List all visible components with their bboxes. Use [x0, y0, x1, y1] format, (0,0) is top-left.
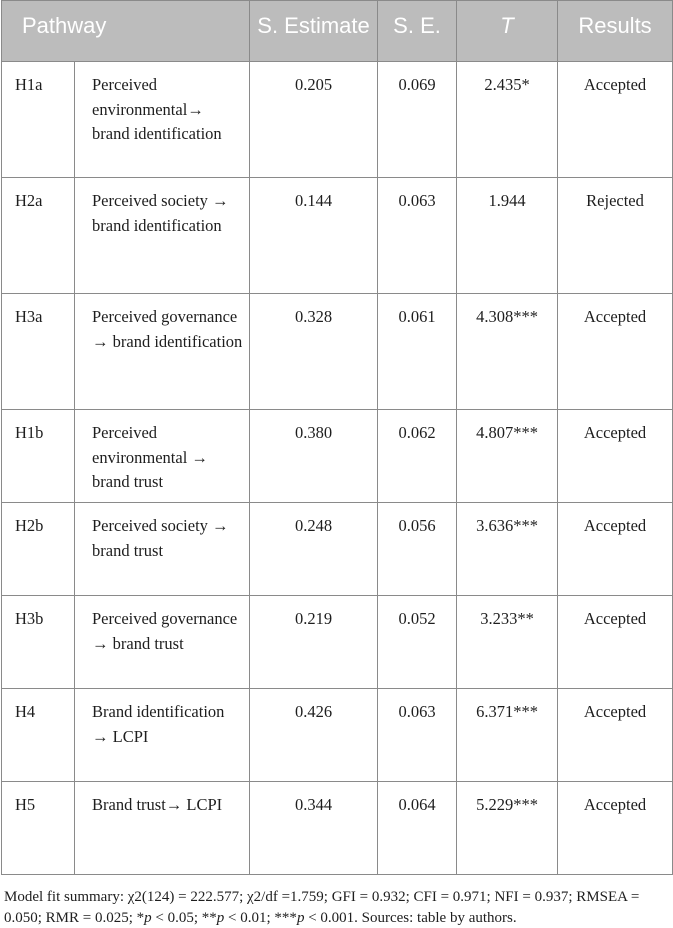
results-table: [1, 0, 673, 875]
row-t: 4.807***: [457, 410, 558, 503]
row-se: 0.062: [378, 410, 457, 503]
row-se: 0.063: [378, 178, 457, 294]
table-row: [2, 178, 673, 294]
footnote-p: p: [296, 909, 305, 926]
header-results: Results: [558, 1, 673, 62]
row-pathway: Perceived governance → brand identification: [75, 294, 250, 410]
row-t: 3.233**: [457, 596, 558, 689]
row-t: 3.636***: [457, 503, 558, 596]
table-row: [2, 503, 673, 596]
footnote-text: Model fit summary: χ2(124) = 222.577; χ2/df =1.759; GFI = 0.932; CFI = 0.971; NFI = 0.937; RMSEA = 0.050; RMR = 0.025; *: [4, 889, 640, 926]
row-result: Accepted: [558, 294, 673, 410]
row-estimate: 0.344: [250, 782, 378, 875]
footnote-p: p: [216, 909, 225, 926]
row-pathway: Perceived society → brand identification: [75, 178, 250, 294]
table-footnote: [0, 875, 673, 928]
table-row: [2, 294, 673, 410]
header-se: S. E.: [378, 1, 457, 62]
row-se: 0.069: [378, 62, 457, 178]
row-id: H4: [2, 689, 75, 782]
row-pathway: Brand identification → LCPI: [75, 689, 250, 782]
row-estimate: 0.328: [250, 294, 378, 410]
row-estimate: 0.205: [250, 62, 378, 178]
row-id: H2b: [2, 503, 75, 596]
row-pathway: Perceived environmental → brand trust: [75, 410, 250, 503]
row-t: 6.371***: [457, 689, 558, 782]
table-row: [2, 410, 673, 503]
row-id: H1a: [2, 62, 75, 178]
row-se: 0.063: [378, 689, 457, 782]
row-t: 2.435*: [457, 62, 558, 178]
row-estimate: 0.144: [250, 178, 378, 294]
footnote-text: < 0.001. Sources: table by authors.: [304, 909, 517, 926]
table-row: [2, 782, 673, 875]
row-estimate: 0.219: [250, 596, 378, 689]
row-id: H5: [2, 782, 75, 875]
header-pathway: Pathway: [2, 1, 250, 62]
row-pathway: Perceived environmental→ brand identification: [75, 62, 250, 178]
row-se: 0.052: [378, 596, 457, 689]
row-id: H3a: [2, 294, 75, 410]
row-se: 0.061: [378, 294, 457, 410]
row-estimate: 0.426: [250, 689, 378, 782]
row-result: Accepted: [558, 782, 673, 875]
row-result: Accepted: [558, 410, 673, 503]
row-result: Accepted: [558, 596, 673, 689]
row-id: H2a: [2, 178, 75, 294]
row-result: Accepted: [558, 62, 673, 178]
row-result: Rejected: [558, 178, 673, 294]
header-t: T: [457, 1, 558, 62]
table-row: [2, 62, 673, 178]
row-result: Accepted: [558, 689, 673, 782]
table-row: [2, 689, 673, 782]
footnote-p: p: [144, 909, 152, 926]
row-id: H3b: [2, 596, 75, 689]
header-estimate: S. Estimate: [250, 1, 378, 62]
row-estimate: 0.380: [250, 410, 378, 503]
row-t: 4.308***: [457, 294, 558, 410]
row-t: 1.944: [457, 178, 558, 294]
row-pathway: Perceived society → brand trust: [75, 503, 250, 596]
footnote-text: < 0.01; ***: [224, 909, 297, 926]
table-row: [2, 596, 673, 689]
footnote-text: < 0.05; **: [151, 909, 217, 926]
row-id: H1b: [2, 410, 75, 503]
row-pathway: Perceived governance → brand trust: [75, 596, 250, 689]
row-se: 0.056: [378, 503, 457, 596]
row-result: Accepted: [558, 503, 673, 596]
row-pathway: Brand trust→ LCPI: [75, 782, 250, 875]
table-header-row: [2, 1, 673, 62]
row-estimate: 0.248: [250, 503, 378, 596]
row-se: 0.064: [378, 782, 457, 875]
row-t: 5.229***: [457, 782, 558, 875]
